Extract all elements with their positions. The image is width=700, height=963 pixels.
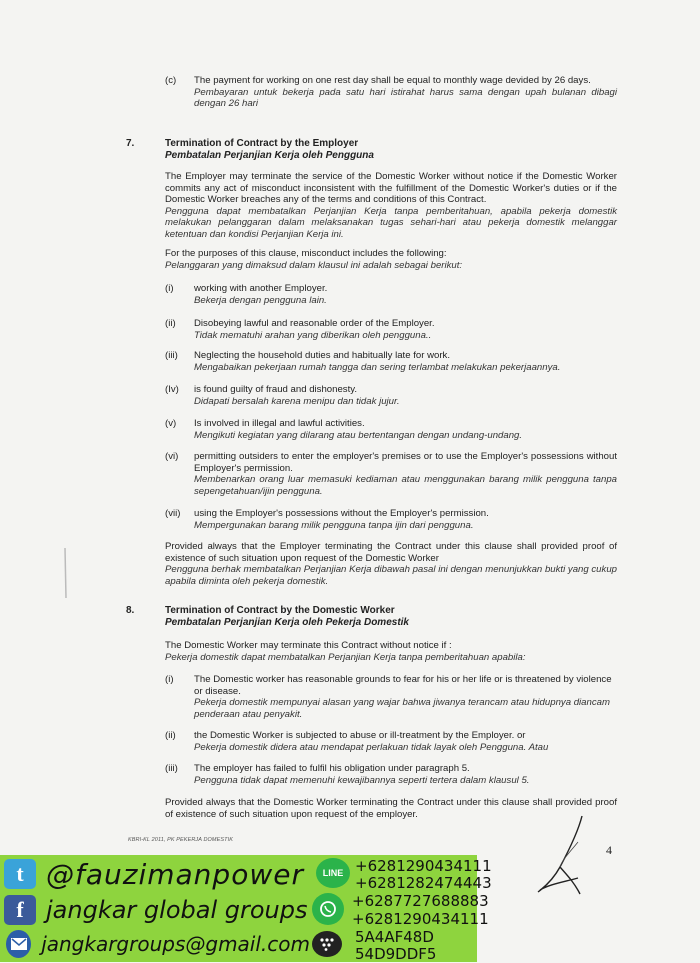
section-7-purposes	[165, 248, 617, 271]
item-label: (vi)	[165, 451, 179, 462]
list-item-en: the Domestic Worker is subjected to abuse or ill-treatment by the Employer. or	[194, 730, 526, 741]
twitter-row	[0, 857, 310, 891]
top-item-en: The payment for working on one rest day shall be equal to monthly wage devided by 26 days.	[194, 75, 591, 86]
item-label: (iii)	[165, 763, 178, 774]
section-7-intro	[165, 171, 617, 241]
list-item	[194, 508, 617, 531]
list-item	[194, 283, 617, 306]
list-item-id: Pekerja domestik didera atau mendapat perlakuan tidak layak oleh Pengguna. Atau	[194, 741, 549, 753]
line-icon	[316, 858, 350, 888]
section-8-number: 8.	[126, 605, 135, 616]
section-8-heading	[165, 605, 615, 629]
list-item-id: Pekerja domestik mempunyai alasan yang wajar bahwa jiwanya terancam atau hidupnya diancam penderaan atau penyakit.	[194, 697, 610, 720]
twitter-icon: t	[4, 859, 36, 889]
section-8-intro-id: Pekerja domestik dapat membatalkan Perjanjian Kerja tanpa pemberitahuan apabila:	[165, 651, 526, 663]
list-item	[194, 451, 617, 497]
list-item-id: Didapati bersalah karena menipu dan tidak jujur.	[194, 395, 400, 407]
item-label: (i)	[165, 283, 174, 294]
list-item-en: working with another Employer.	[194, 283, 328, 294]
email-address[interactable]: jangkargroups@gmail.com	[41, 932, 310, 956]
page-number: 4	[606, 843, 612, 857]
item-label: (v)	[165, 418, 177, 429]
promo-banner	[0, 855, 492, 963]
footer-note: KBRI-KL 2011, PK PEKERJA DOMESTIK	[128, 837, 233, 843]
bbm-pin[interactable]: 5A4AF48D	[355, 928, 434, 946]
list-item-en: Is involved in illegal and lawful activities.	[194, 418, 365, 429]
section-7-subtitle: Pembatalan Perjanjian Kerja oleh Pengguna	[165, 150, 374, 161]
list-item	[194, 384, 617, 407]
list-item-en: Disobeying lawful and reasonable order of the Employer.	[194, 318, 435, 329]
item-label: (vii)	[165, 508, 181, 519]
list-item-id: Pengguna tidak dapat memenuhi kewajibannya seperti tertera dalam klausul 5.	[194, 774, 530, 786]
section-7-title: Termination of Contract by the Employer	[165, 138, 359, 149]
blackberry-icon	[312, 931, 342, 957]
list-item-en: Neglecting the household duties and habitually late for work.	[194, 350, 450, 361]
section-7-intro-id: Pengguna dapat membatalkan Perjanjian Kerja tanpa pemberitahuan, apabila pekerja domestik melakukan pelanggaran dalam melaksanakan tugas sehari-hari atau pekerja domestik melanggar ketentuan dan kondisi Perjanjian Kerja ini.	[165, 205, 617, 240]
list-item	[194, 350, 617, 373]
email-row	[0, 927, 310, 961]
list-item-en: is found guilty of fraud and dishonesty.	[194, 384, 358, 395]
section-7-heading	[165, 138, 615, 162]
list-item-id: Mengabaikan pekerjaan rumah tangga dan sering terlambat melakukan pekerjaannya.	[194, 361, 561, 373]
section-7-proviso	[165, 541, 617, 587]
top-item	[194, 75, 617, 110]
email-icon	[6, 930, 31, 958]
list-item-en: permitting outsiders to enter the employer's premises or to use the Employer's possessions without Employer's permission.	[194, 451, 617, 474]
facebook-row	[0, 893, 310, 927]
item-label: (ii)	[165, 318, 176, 329]
bbm-pin[interactable]: 54D9DDF5	[355, 945, 437, 963]
list-item	[194, 674, 617, 720]
twitter-handle[interactable]: @fauzimanpower	[46, 857, 304, 891]
section-7-proviso-en: Provided always that the Employer terminating the Contract under this clause shall provided proof of existence of such situation upon request of the Domestic Worker	[165, 541, 617, 564]
item-label: (c)	[165, 75, 177, 86]
item-label: (iii)	[165, 350, 178, 361]
list-item	[194, 418, 617, 441]
item-label: (Iv)	[165, 384, 179, 395]
facebook-name[interactable]: jangkar global groups	[46, 896, 308, 924]
list-item-en: using the Employer's possessions without the Employer's permission.	[194, 508, 489, 519]
line-icon-label: LINE	[322, 868, 344, 878]
list-item-id: Membenarkan orang luar memasuki kediaman atau menggunakan barang milik pengguna tanpa sepengetahuan/ijin pengguna.	[194, 474, 617, 497]
phone-number[interactable]: +6281290434111	[355, 857, 492, 875]
section-7-purposes-id: Pelanggaran yang dimaksud dalam klausul ini adalah sebagai berikut:	[165, 259, 463, 271]
section-7-purposes-en: For the purposes of this clause, misconduct includes the following:	[165, 248, 447, 259]
list-item-id: Mempergunakan barang milik pengguna tanpa ijin dari pengguna.	[194, 519, 474, 531]
section-8-title: Termination of Contract by the Domestic Worker	[165, 605, 395, 616]
whatsapp-icon	[312, 893, 344, 925]
signature	[520, 812, 600, 902]
phone-number[interactable]: +6281290434111	[352, 910, 489, 928]
phone-number[interactable]: +6287727688883	[352, 892, 489, 910]
section-7-proviso-id: Pengguna berhak membatalkan Perjanjian Kerja dibawah pasal ini dengan menunjukkan bukti yang cukup apabila diminta oleh pekerja domestik.	[165, 564, 617, 587]
list-item-en: The employer has failed to fulfil his obligation under paragraph 5.	[194, 763, 470, 774]
scan-mark	[60, 548, 70, 598]
top-item-id: Pembayaran untuk bekerja pada satu hari istirahat harus sama dengan upah bulanan dibagi dengan 26 hari	[194, 86, 617, 110]
list-item	[194, 730, 617, 753]
list-item-en: The Domestic worker has reasonable grounds to fear for his or her life or is threatened by violence or disease.	[194, 674, 612, 697]
section-8-intro	[165, 640, 617, 663]
item-label: (i)	[165, 674, 174, 685]
item-label: (ii)	[165, 730, 176, 741]
list-item	[194, 318, 617, 341]
section-8-intro-en: The Domestic Worker may terminate this Contract without notice if :	[165, 640, 452, 651]
section-7-number: 7.	[126, 138, 135, 149]
facebook-icon: f	[4, 895, 36, 925]
list-item-id: Bekerja dengan pengguna lain.	[194, 294, 327, 306]
list-item-id: Tidak mematuhi arahan yang diberikan oleh pengguna..	[194, 329, 432, 341]
section-8-subtitle: Pembatalan Perjanjian Kerja oleh Pekerja Domestik	[165, 617, 409, 628]
section-7-intro-en: The Employer may terminate the service of the Domestic Worker without notice if the Domestic Worker commits any act of misconduct inconsistent with the fulfillment of the Domestic Worker's duties or if the Domestic Worker breaches any of the terms and conditions of this Contract.	[165, 171, 617, 206]
section-8-proviso-en: Provided always that the Domestic Worker terminating the Contract under this clause shall provided proof of existence of such situation upon request of the employer.	[165, 797, 617, 820]
phone-number[interactable]: +6281282474443	[355, 874, 492, 892]
list-item	[194, 763, 617, 786]
list-item-id: Mengikuti kegiatan yang dilarang atau bertentangan dengan undang-undang.	[194, 429, 523, 441]
